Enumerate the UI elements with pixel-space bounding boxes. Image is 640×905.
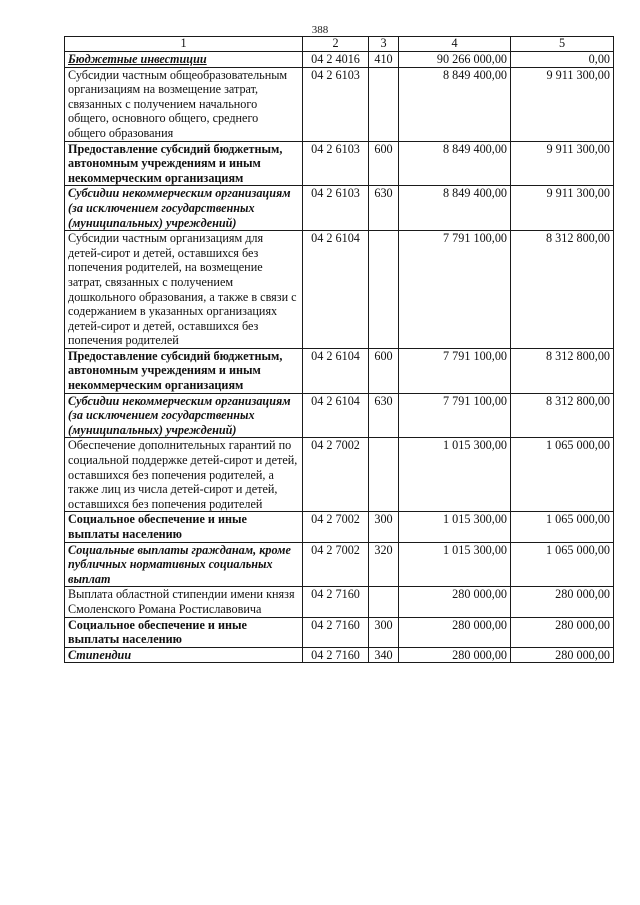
target-code: 04 2 7002 xyxy=(303,542,369,587)
row-name: Субсидии некоммерческим организациям (за исключением государственных (муниципальных) учреждений) xyxy=(65,393,303,438)
expense-type: 340 xyxy=(369,647,399,663)
sum-year-2: 280 000,00 xyxy=(511,587,614,617)
table-row xyxy=(65,542,614,587)
table-row xyxy=(65,67,614,141)
sum-year-1: 1 015 300,00 xyxy=(399,542,511,587)
row-name: Бюджетные инвестиции xyxy=(65,52,303,68)
column-number-header-row xyxy=(65,37,614,52)
row-name: Социальное обеспечение и иные выплаты населению xyxy=(65,617,303,647)
col-header-4: 4 xyxy=(399,37,511,52)
sum-year-2: 8 312 800,00 xyxy=(511,231,614,349)
sum-year-2: 9 911 300,00 xyxy=(511,141,614,186)
expense-type: 410 xyxy=(369,52,399,68)
expense-type: 630 xyxy=(369,186,399,231)
row-name: Субсидии частным общеобразовательным организациям на возмещение затрат, связанных с получением начального общего, основного общего, среднего общего образования xyxy=(65,67,303,141)
row-name: Предоставление субсидий бюджетным, автономным учреждениям и иным некоммерческим организациям xyxy=(65,141,303,186)
table-row xyxy=(65,231,614,349)
target-code: 04 2 6104 xyxy=(303,348,369,393)
col-header-5: 5 xyxy=(511,37,614,52)
row-name: Обеспечение дополнительных гарантий по социальной поддержке детей-сирот и детей, оставшихся без попечения родителей, а также лиц из числа детей-сирот и детей, оставшихся без попечения родителей xyxy=(65,438,303,512)
row-name: Социальное обеспечение и иные выплаты населению xyxy=(65,512,303,542)
row-name: Субсидии некоммерческим организациям (за исключением государственных (муниципальных) учреждений) xyxy=(65,186,303,231)
target-code: 04 2 7160 xyxy=(303,647,369,663)
sum-year-2: 1 065 000,00 xyxy=(511,542,614,587)
sum-year-1: 1 015 300,00 xyxy=(399,512,511,542)
expense-type: 600 xyxy=(369,141,399,186)
expense-type: 600 xyxy=(369,348,399,393)
table-row xyxy=(65,393,614,438)
row-name: Субсидии частным организациям для детей-сирот и детей, оставшихся без попечения родителей, на возмещение затрат, связанных с получением дошкольного образования, а также в связи с содержанием в указанных организациях детей-сирот и детей, оставшихся без попечения родителей xyxy=(65,231,303,349)
sum-year-1: 8 849 400,00 xyxy=(399,67,511,141)
sum-year-2: 280 000,00 xyxy=(511,647,614,663)
target-code: 04 2 6104 xyxy=(303,393,369,438)
sum-year-1: 7 791 100,00 xyxy=(399,231,511,349)
expense-type xyxy=(369,587,399,617)
sum-year-1: 8 849 400,00 xyxy=(399,141,511,186)
row-name: Предоставление субсидий бюджетным, автономным учреждениям и иным некоммерческим организациям xyxy=(65,348,303,393)
expense-type xyxy=(369,231,399,349)
sum-year-1: 7 791 100,00 xyxy=(399,393,511,438)
expense-type: 300 xyxy=(369,512,399,542)
target-code: 04 2 6104 xyxy=(303,231,369,349)
target-code: 04 2 7002 xyxy=(303,438,369,512)
sum-year-2: 0,00 xyxy=(511,52,614,68)
sum-year-2: 1 065 000,00 xyxy=(511,512,614,542)
col-header-1: 1 xyxy=(65,37,303,52)
expense-type: 630 xyxy=(369,393,399,438)
sum-year-2: 1 065 000,00 xyxy=(511,438,614,512)
table-row xyxy=(65,512,614,542)
table-row xyxy=(65,348,614,393)
target-code: 04 2 7160 xyxy=(303,617,369,647)
target-code: 04 2 7002 xyxy=(303,512,369,542)
page-number: 388 xyxy=(311,24,329,36)
sum-year-1: 280 000,00 xyxy=(399,587,511,617)
target-code: 04 2 7160 xyxy=(303,587,369,617)
sum-year-2: 8 312 800,00 xyxy=(511,348,614,393)
table-row xyxy=(65,647,614,663)
target-code: 04 2 6103 xyxy=(303,141,369,186)
sum-year-1: 1 015 300,00 xyxy=(399,438,511,512)
sum-year-2: 9 911 300,00 xyxy=(511,67,614,141)
row-name: Социальные выплаты гражданам, кроме публичных нормативных социальных выплат xyxy=(65,542,303,587)
target-code: 04 2 6103 xyxy=(303,186,369,231)
table-row xyxy=(65,52,614,68)
row-name: Стипендии xyxy=(65,647,303,663)
table-row xyxy=(65,438,614,512)
sum-year-1: 280 000,00 xyxy=(399,647,511,663)
table-row xyxy=(65,587,614,617)
row-name: Выплата областной стипендии имени князя Смоленского Романа Ростиславовича xyxy=(65,587,303,617)
sum-year-2: 9 911 300,00 xyxy=(511,186,614,231)
sum-year-2: 280 000,00 xyxy=(511,617,614,647)
target-code: 04 2 6103 xyxy=(303,67,369,141)
col-header-3: 3 xyxy=(369,37,399,52)
budget-table xyxy=(64,36,614,663)
sum-year-2: 8 312 800,00 xyxy=(511,393,614,438)
target-code: 04 2 4016 xyxy=(303,52,369,68)
expense-type: 320 xyxy=(369,542,399,587)
sum-year-1: 7 791 100,00 xyxy=(399,348,511,393)
expense-type xyxy=(369,67,399,141)
col-header-2: 2 xyxy=(303,37,369,52)
sum-year-1: 280 000,00 xyxy=(399,617,511,647)
expense-type xyxy=(369,438,399,512)
table-row xyxy=(65,186,614,231)
table-row xyxy=(65,141,614,186)
sum-year-1: 8 849 400,00 xyxy=(399,186,511,231)
table-row xyxy=(65,617,614,647)
sum-year-1: 90 266 000,00 xyxy=(399,52,511,68)
expense-type: 300 xyxy=(369,617,399,647)
